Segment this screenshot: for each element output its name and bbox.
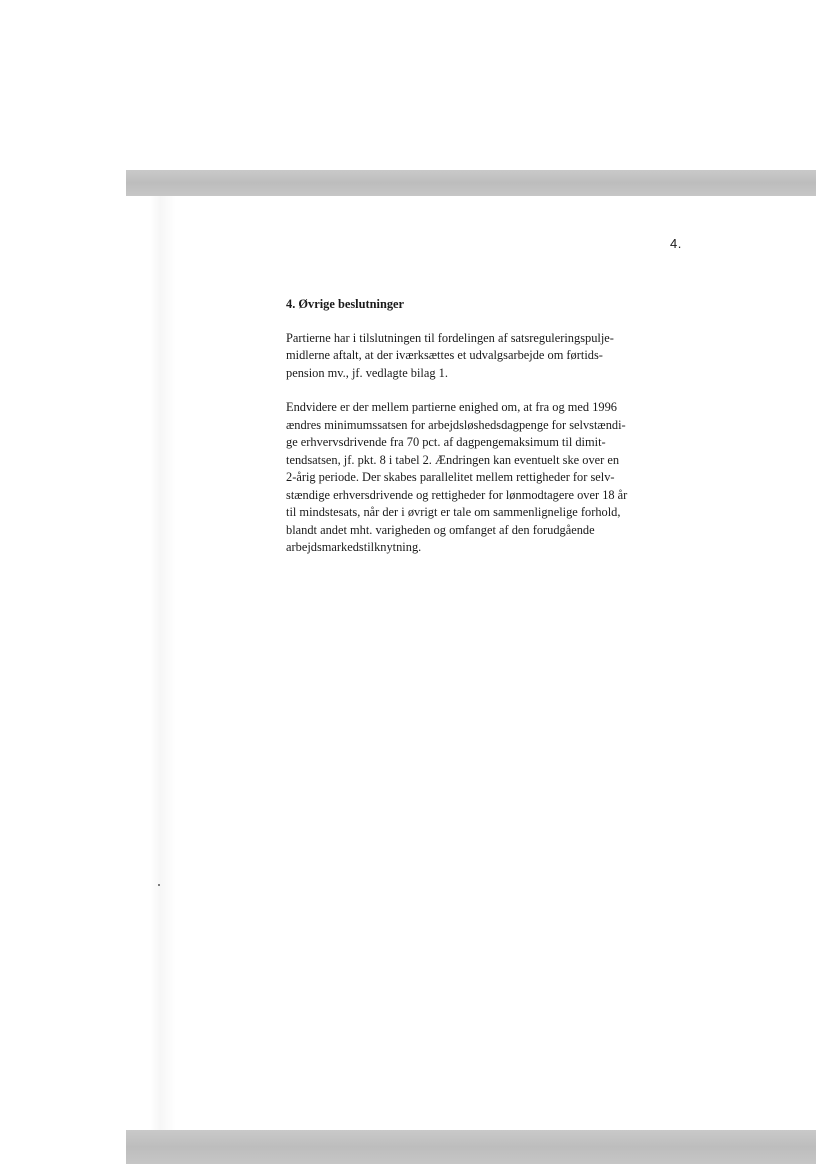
scan-speck	[158, 884, 160, 886]
text-line: ændres minimumssatsen for arbejdsløshedsdagpenge for selvstændi-	[286, 417, 626, 432]
text-line: tendsatsen, jf. pkt. 8 i tabel 2. Ændringen kan eventuelt ske over en	[286, 452, 620, 467]
text-line: midlerne aftalt, at der iværksættes et udvalgsarbejde om førtids-	[286, 348, 603, 362]
text-line: blandt andet mht. varigheden og omfanget af den forudgående	[286, 522, 595, 537]
text-line: arbejdsmarkedstilknytning.	[286, 540, 422, 554]
text-line: Endvidere er der mellem partierne enighed om, at fra og med 1996	[286, 400, 617, 414]
page-number: 4.	[670, 236, 682, 251]
paragraph-1	[286, 330, 686, 383]
text-line: stændige erhversdrivende og rettigheder for lønmodtagere over 18 år	[286, 487, 628, 502]
text-line: 2-årig periode. Der skabes parallelitet mellem rettigheder for selv-	[286, 470, 615, 484]
document-body	[286, 296, 686, 574]
text-line: til mindstesats, når der i øvrigt er tale om sammenlignelige forhold,	[286, 505, 621, 519]
text-line: Partierne har i tilslutningen til fordelingen af satsreguleringspulje-	[286, 330, 614, 345]
text-line: ge erhvervsdrivende fra 70 pct. af dagpengemaksimum til dimit-	[286, 435, 606, 449]
text-line: pension mv., jf. vedlagte bilag 1.	[286, 365, 448, 380]
paragraph-2	[286, 399, 686, 557]
scan-border-top	[126, 170, 816, 196]
scan-border-bottom	[126, 1130, 816, 1164]
section-heading: 4. Øvrige beslutninger	[286, 297, 405, 311]
scan-fold-shadow	[150, 196, 176, 1130]
